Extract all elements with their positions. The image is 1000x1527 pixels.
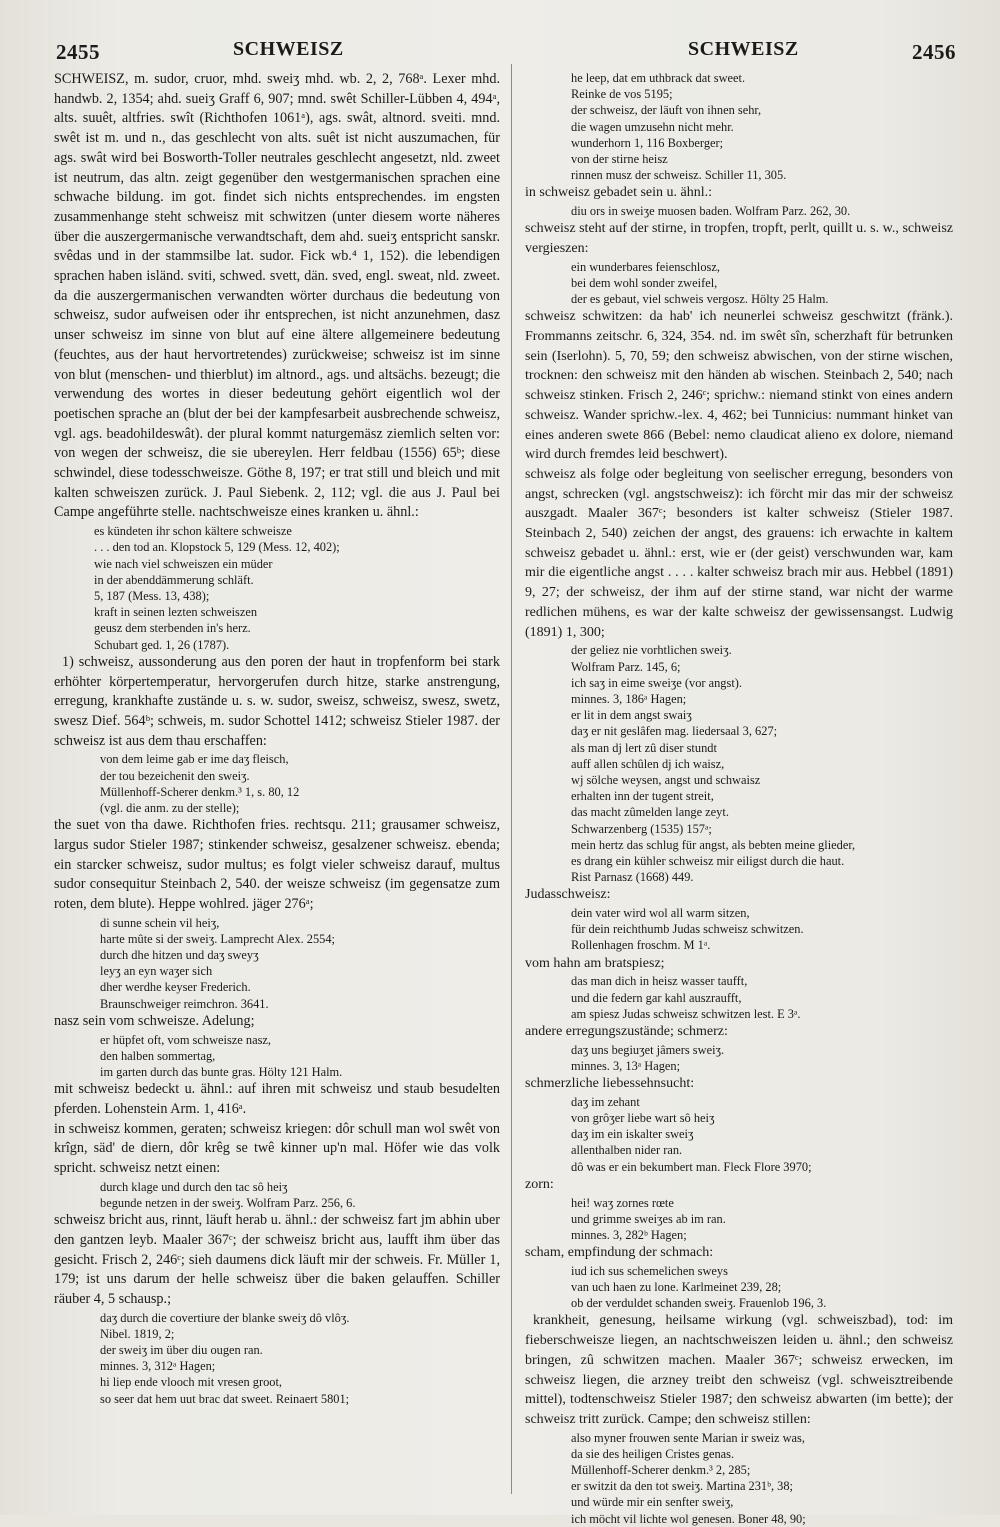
entry-paragraph: zorn: (525, 1176, 554, 1192)
citation-block: ein wunderbares feienschlosz, bei dem wohl sonder zweifel, der es gebaut, viel schweis vergosz. Hölty 25 Halm. (571, 259, 829, 307)
entry-paragraph: scham, empfindung der schmach: (525, 1245, 714, 1261)
citation-block: durch klage und durch den tac sô heiʒ begunde netzen in der sweiʒ. Wolfram Parz. 256, 6. (100, 1179, 356, 1210)
citation-block: von dem leime gab er ime daʒ fleisch, der tou bezeichenit den sweiʒ. Müllenhoff-Scherer denkm.³ 1, s. 80, 12 (vgl. die anm. zu der stelle); (100, 752, 300, 815)
entry-paragraph: andere erregungszustände; schmerz: (525, 1023, 728, 1039)
entry-paragraph: SCHWEISZ, m. sudor, cruor, mhd. sweiʒ mhd. wb. 2, 2, 768ᵃ. Lexer mhd. handwb. 2, 1354; ahd. sueiʒ Graff 6, 907; mnd. swêt Schiller-Lübben 4, 494ᵃ, alts. suuêt, altfries. swît (Richthofen 1061ᵃ), ags. swât, altnord. sveiti. mnd. swêt ist m. und n., das geschlecht von alts. suêt ist nicht auszumachen, für ags. swât wird bei Bosworth-Toller neutrales geschlecht angesetzt, nld. zweet ist neutrum, das altn. zeigt gegenüber den westgermanischen sprachen eine schwache bildung. im got. findet sich nichts entsprechendes. im engsten zusammenhange steht schweisz mit schwitzen (unter diesem worte näheres über die auszergermanische verwandtschaft, dem ahd. sueiʒ entspricht sanskr. svêdas und in der stammsilbe lat. sudor. Fick wb.⁴ 1, 152). die lebendigen sprachen haben isländ. sviti, schwed. svett, dän. sved, engl. sweat, nld. zweet. da die auszergermanischen verwandten wörter durchaus die bedeutung von schweisz, sudor aufweisen oder ihr entsprechen, ist nicht anzunehmen, dasz unser schweisz im sinne von blut auf eine ältere allgemeinere bedeutung (feuchtes, aus der haut hervortretendes) zurückweise; schweisz ist im sinne von blut (menschen- und thierblut) im altnord., ags. und altsächs. bezeugt; die verwendung des wortes in dieser bedeutung gehört eigentlich wol der poetischen sprache an (blut der bei der kampfesarbeit ausbrechende schweisz, vgl. ags. beadohildeswât). der plural kommt naturgemäsz ziemlich selten vor: von wegen der schweisz, die sie ubereylen. Herr feldbau (1556) 65ᵇ; diese schwindel, diese todesschweisze. Göthe 8, 197; er trat still und bleich und mit kalten schweiszen zurück. J. Paul Siebenk. 2, 112; vgl. die aus J. Paul bei Campe angeführte stelle. nachtschweisze eines kranken u. ähnl.: (54, 71, 500, 521)
entry-paragraph: schweisz schwitzen: da hab' ich neunerlei schweisz geschwitzt (fränk.). Frommanns zeitschr. 6, 324, 354. nd. im swêt sîn, scherzhaft für betrunken sein (Iserlohn). 5, 70, 59; den schweisz abwischen, von der stirne wischen, trocknen: den schweisz mit den händen ab wischen. Steinbach 2, 540; nach schweisz stinken. Frisch 2, 246ᶜ; sprichw.: niemand stinkt von eines andern schweisz. Wander sprichw.-lex. 4, 462; bei Tunnicius: nummant hinket van eines anderen swete 866 (Bebel: nemo claudicat alieno ex dolore, niemand wird durch fremdes leid beschwert). schweisz als folge oder begleitung von seelischer erregung, besonders von angst, schrecken (vgl. angstschweisz): ich förcht mir das mir der schweisz auszgadt. Maaler 367ᶜ; besonders ist kalter schweisz (Stieler 1987. Steinbach 2, 540) zeichen der angst, des grauens: ich erwachte in kaltem schweisz gebadet u. ähnl.: erst, wie er (der geist) verschwunden war, kam mir die eigentliche angst . . . . kalter schweisz brach mir aus. Hebbel (1891) 9, 27; der schweisz, der ihm auf der stirne stand, war nicht der warme redlichen mühens, es war der kalte schweisz der gewissensangst. Ludwig (1891) 1, 300; (525, 309, 953, 640)
citation-block: diu ors in sweiʒe muosen baden. Wolfram Parz. 262, 30. (571, 204, 851, 219)
citation-block: er hüpfet oft, vom schweisze nasz, den halben sommertag, im garten durch das bunte gras. Hölty 121 Halm. (100, 1032, 343, 1079)
column-divider (511, 64, 512, 1494)
entry-paragraph: schweisz bricht aus, rinnt, läuft herab u. ähnl.: der schweisz fart jm abhin uber den gantzen leyb. Maaler 367ᶜ; der schweisz bricht aus, laufft ihm über das gesicht. Frisch 2, 246ᶜ; sieh daumens dick läuft mir der schweis. Fr. Müller 1, 179; ist uns darum der helle schweisz über die baken gelauffen. Schiller räuber 4, 5 schausp.; (54, 1212, 500, 1307)
citation-block: also myner frouwen sente Marian ir sweiz was, da sie des heiligen Cristes genas. Müllenhoff-Scherer denkm.³ 2, 285; er switzit da den tot sweiʒ. Martina 231ᵇ, 38; und würde mir ein senfter sweiʒ, ich möcht vil lichte wol genesen. Boner 48, 90; (571, 1430, 806, 1526)
entry-paragraph: in schweisz gebadet sein u. ähnl.: (525, 185, 713, 201)
entry-paragraph: vom hahn am bratspiesz; (525, 955, 665, 971)
left-column (54, 70, 500, 1490)
entry-paragraph: mit schweisz bedeckt u. ähnl.: auf ihren mit schweisz und staub besudelten pferden. Lohenstein Arm. 1, 416ᵃ. in schweisz kommen, geraten; schweisz kriegen: dôr schull man wol swêt von krîgn, säd' de diern, dôr krêg se twê kinner up'n mal. Höfer wie das volk spricht. schweisz netzt einen: (54, 1081, 500, 1176)
entry-paragraph: 1) schweisz, aussonderung aus den poren der haut in tropfenform bei stark erhöhter körpertemperatur, hervorgerufen durch hitze, starke anstrengung, erregung, krankhafte zustände u. s. w. sudor, sweisz, schweisz, swesz, swetz, swesz Dief. 564ᵇ; schweis, m. sudor Schottel 1412; schweisz Stieler 1987. der schweisz ist aus dem thau erschaffen: (54, 653, 500, 749)
right-page-number: 2456 (912, 40, 956, 64)
citation-block: daʒ uns begiuʒet jâmers sweiʒ. minnes. 3, 13ᵃ Hagen; (571, 1042, 725, 1073)
citation-block: der geliez nie vorhtlichen sweiʒ. Wolfram Parz. 145, 6; ich saʒ in eime sweiʒe (vor angst). minnes. 3, 186ᵃ Hagen; er lit in dem angst swaiʒ daʒ er nit geslâfen mag. liedersaal 3, 627; als man dj lert zû diser stundt auff allen schûlen dj ich waisz, wj sölche weysen, angst und schwaisz erhalten inn der tugent streit, das macht zûmelden lange zeyt. Schwarzenberg (1535) 157ᵃ; mein hertz das schlug für angst, als bebten meine glieder, es drang ein kühler schweisz mir eiligst durch die haut. Rist Parnasz (1668) 449. (571, 643, 856, 885)
right-running-head: SCHWEISZ (688, 38, 799, 60)
citation-block: hei! waʒ zornes rœte und grimme sweiʒes ab im ran. minnes. 3, 282ᵇ Hagen; (571, 1195, 726, 1242)
left-page-number: 2455 (56, 40, 100, 64)
citation-block: daʒ im zehant von grôʒer liebe wart sô heiʒ daʒ im ein iskalter sweiʒ allenthalben nider ran. dô was er ein bekumbert man. Fleck Flore 3970; (571, 1094, 812, 1174)
citation-block: dein vater wird wol all warm sitzen, für dein reichthumb Judas schweisz schwitzen. Rollenhagen froschm. M 1ᵃ. (571, 906, 804, 953)
entry-paragraph: Judasschweisz: (525, 887, 611, 903)
citation-block: das man dich in heisz wasser taufft, und die federn gar kahl auszraufft, am spiesz Judas schweisz schwitzen lest. E 3ᵃ. (571, 974, 801, 1021)
entry-paragraph: schweisz steht auf der stirne, in tropfen, tropft, perlt, quillt u. s. w., schweisz vergieszen: (525, 221, 953, 257)
citation-block: iud ich sus schemelichen sweys van uch haen zu lone. Karlmeinet 239, 28; ob der verduldet schanden sweiʒ. Frauenlob 196, 3. (571, 1263, 827, 1311)
left-running-head: SCHWEISZ (233, 38, 344, 60)
citation-block: he leep, dat em uthbrack dat sweet. Reinke de vos 5195; der schweisz, der läuft von ihnen sehr, die wagen umzusehn nicht mehr. wunderhorn 1, 116 Boxberger; von der stirne heisz rinnen musz der schweisz. Schiller 11, 305. (571, 71, 787, 183)
right-column (525, 70, 953, 1526)
entry-paragraph: krankheit, genesung, heilsame wirkung (vgl. schweiszbad), tod: im fieberschweisze liegen, an nachtschweiszen leiden u. ähnl.; den schweisz bringen, zû schwitzen machen. Maaler 367ᶜ; schweisz erwecken, im schweisz liegen, die arzney treibt den schweisz (vgl. schweisztreibende mittel), todtenschweisz Stieler 1987; den schweisz abwarten (im bette); der schweisz tritt zurück. Campe; den schweisz stillen: (525, 1313, 953, 1427)
entry-paragraph: schmerzliche liebessehnsucht: (525, 1076, 695, 1092)
citation-block: es kündeten ihr schon kältere schweisze . . . den tod an. Klopstock 5, 129 (Mess. 12, 402); wie nach viel schweiszen ein müder in der abenddämmerung schläft. 5, 187 (Mess. 13, 438); kraft in seinen lezten schweiszen geusz dem sterbenden in's herz. Schubart ged. 1, 26 (1787). (94, 524, 340, 652)
entry-paragraph: nasz sein vom schweisze. Adelung; (54, 1012, 255, 1029)
entry-paragraph: the suet von tha dawe. Richthofen fries. rechtsqu. 211; grausamer schweisz, largus sudor Stieler 1987; stinkender schweisz, gesalzener schweisz. ebenda; ein starcker schweisz, sudor multus; es folgt vieler schweisz darauf, multus sudor consequitur Steinbach 2, 540. der weisze schweisz (im gegensatze zum roten, dem blute). Heppe wohlred. jäger 276ᵃ; (54, 817, 500, 912)
citation-block: daʒ durch die covertiure der blanke sweiʒ dô vlôʒ. Nibel. 1819, 2; der sweiʒ im über diu ougen ran. minnes. 3, 312ᵃ Hagen; hi liep ende vlooch mit vresen groot, so seer dat hem uut brac dat sweet. Reinaert 5801; (100, 1310, 350, 1406)
citation-block: di sunne schein vil heiʒ, harte mûte si der sweiʒ. Lamprecht Alex. 2554; durch dhe hitzen und daʒ sweyʒ leyʒ an eyn waʒer sich dher werdhe keyser Frederich. Braunschweiger reimchron. 3641. (100, 915, 336, 1011)
